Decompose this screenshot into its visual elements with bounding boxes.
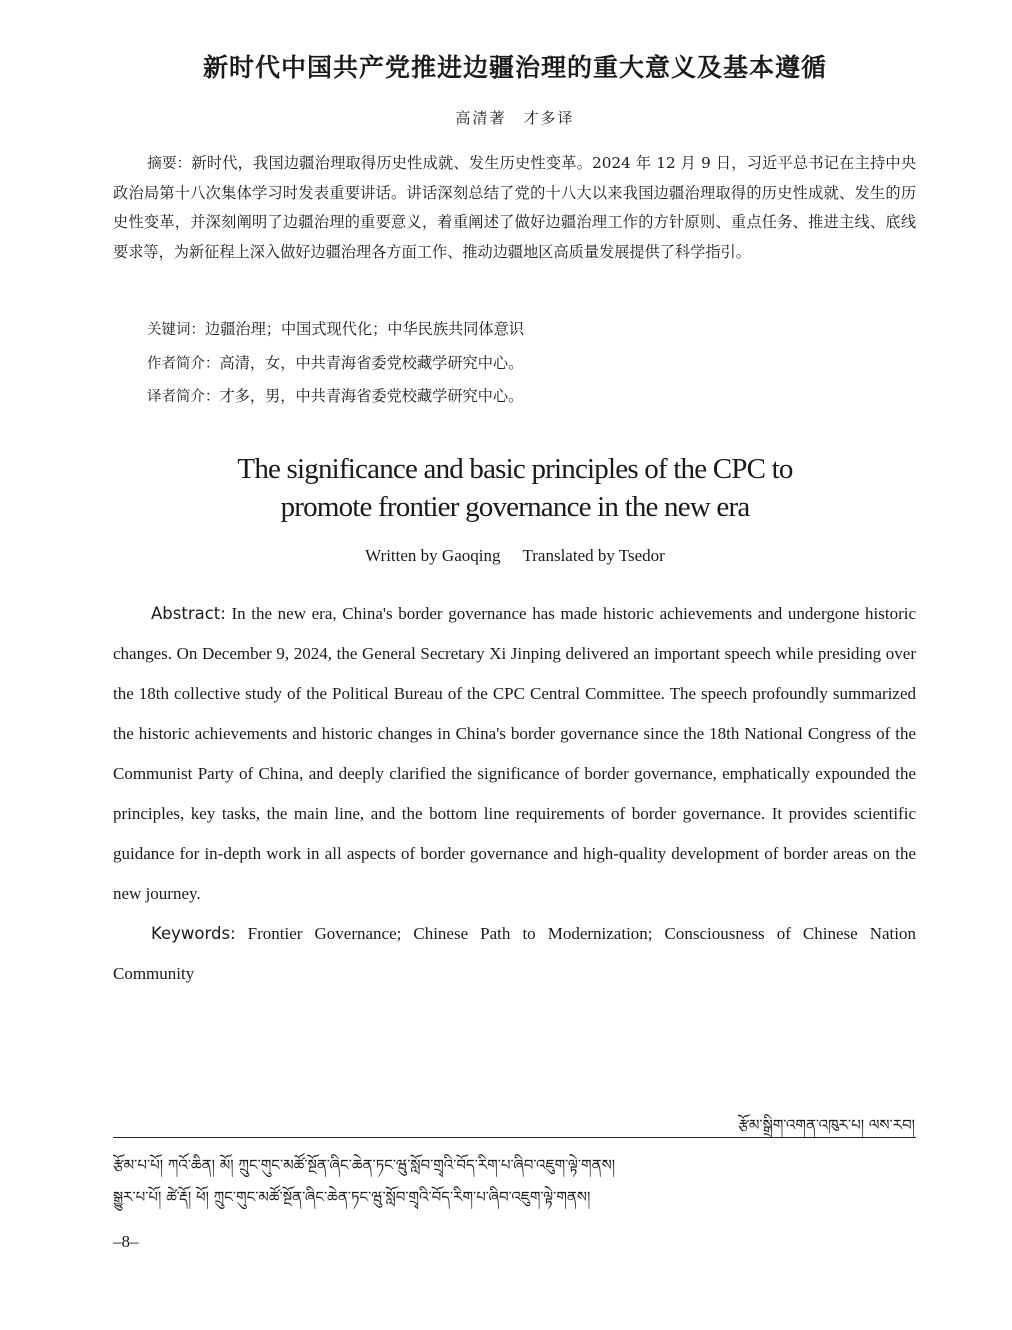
chinese-translator-intro-label: 译者简介： [147,389,220,405]
tibetan-section-header: རྩོམ་སྒྲིག་འགན་འཁུར་པ། ལས་རབ། [738,1116,915,1134]
tibetan-translator-line: སྒྱུར་པ་པོ། ཚེ་རྡོ། ཕོ། ཀྲུང་གུང་མཚོ་སྔོན་ཞིང་ཆེན་ཏང་ཝུ་སློབ་གྲྭའི་བོད་རིག་པ་ཞིབ་འཇུག་ལྟེ་གནས། [113,1188,591,1206]
chinese-keywords-label: 关键词： [147,322,205,338]
english-keywords-text: Frontier Governance; Chinese Path to Modernization; Consciousness of Chinese Nation Community [113,924,916,983]
english-title [110,450,920,526]
page-number: –8– [113,1232,139,1251]
english-written-by: Written by Gaoqing [365,546,501,565]
english-abstract [113,594,916,914]
english-abstract-text: In the new era, China's border governance has made historic achievements and undergone historic changes. On December 9, 2024, the General Secretary Xi Jinping delivered an important speech while presiding over the 18th collective study of the Political Bureau of the CPC Central Committee. The speech profoundly summarized the historic achievements and historic changes in China's border governance since the 18th National Congress of the Communist Party of China, and deeply clarified the significance of border governance, emphatically expounded the principles, key tasks, the main line, and the bottom line requirements of border governance. It provides scientific guidance for in-depth work in all aspects of border governance and high-quality development of border areas on the new journey. [113,604,916,903]
english-authors [110,546,920,566]
english-title-line-1: The significance and basic principles of the CPC to [237,453,793,485]
chinese-translator-intro-text: 才多，男，中共青海省委党校藏学研究中心。 [219,387,524,405]
english-keywords-label: Keywords: [151,924,236,943]
english-abstract-label: Abstract: [151,604,226,623]
chinese-abstract [113,149,916,267]
chinese-translator-intro [147,385,523,406]
chinese-title: 新时代中国共产党推进边疆治理的重大意义及基本遵循 [202,53,827,82]
chinese-author-intro-text: 高清，女，中共青海省委党校藏学研究中心。 [219,354,524,372]
english-translated-by: Translated by Tsedor [522,546,665,565]
chinese-abstract-label: 摘要： [147,156,192,172]
chinese-author-intro [147,352,523,373]
chinese-abstract-text: 新时代，我国边疆治理取得历史性成就、发生历史性变革。2024 年 12 月 9 日，习近平总书记在主持中央政治局第十八次集体学习时发表重要讲话。讲话深刻总结了党的十八大以来我国边疆治理取得的历史性成就、发生的历史性变革，并深刻阐明了边疆治理的重要意义，着重阐述了做好边疆治理工作的方针原则、重点任务、推进主线、底线要求等，为新征程上深入做好边疆治理各方面工作、推动边疆地区高质量发展提供了科学指引。 [113,154,917,261]
chinese-authors: 高清著 才多译 [455,109,575,127]
footnote-divider [113,1137,916,1138]
english-keywords [113,914,916,994]
chinese-keywords [147,318,524,339]
tibetan-author-line: རྩོམ་པ་པོ། ཀའོ་ཆིན། མོ། ཀྲུང་གུང་མཚོ་སྔོན་ཞིང་ཆེན་ཏང་ཝུ་སློབ་གྲྭའི་བོད་རིག་པ་ཞིབ་འཇུག་ལྟེ་གནས། [113,1156,616,1174]
english-title-line-2: promote frontier governance in the new era [280,491,750,523]
chinese-keywords-text: 边疆治理；中国式现代化；中华民族共同体意识 [205,320,524,338]
chinese-author-intro-label: 作者简介： [147,356,220,372]
